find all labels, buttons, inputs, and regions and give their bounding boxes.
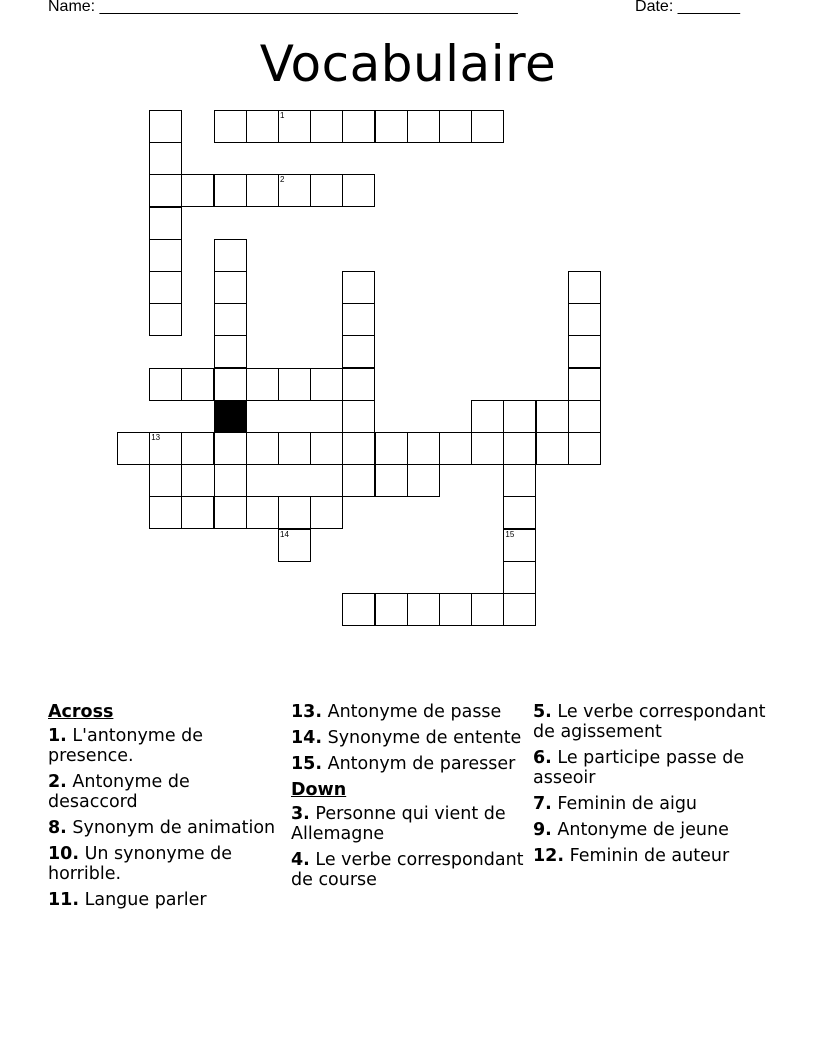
clue-number-label: 1 xyxy=(280,111,285,120)
grid-cell[interactable] xyxy=(214,239,247,272)
grid-cell[interactable] xyxy=(471,110,504,143)
grid-cell[interactable] xyxy=(342,271,375,304)
clue-number-label: 15 xyxy=(505,529,515,539)
clue-text: L'antonyme de presence. xyxy=(48,726,204,766)
grid-cell[interactable] xyxy=(214,464,247,497)
clue-number: 7. xyxy=(533,794,552,814)
grid-cell[interactable] xyxy=(117,432,150,465)
clue-text: Personne qui vient de Allemagne xyxy=(291,804,506,844)
grid-cell[interactable] xyxy=(278,432,311,465)
clue-number: 4. xyxy=(291,850,310,870)
clue-text: Synonym de animation xyxy=(72,818,276,838)
grid-cell[interactable] xyxy=(149,432,182,465)
grid-cell[interactable] xyxy=(407,110,440,143)
grid-cell[interactable] xyxy=(342,400,375,433)
clue-down-4 xyxy=(291,850,531,890)
grid-cell[interactable] xyxy=(149,142,182,175)
grid-cell[interactable] xyxy=(181,432,214,465)
grid-cell[interactable] xyxy=(503,432,536,465)
grid-cell[interactable] xyxy=(342,368,375,401)
clue-across-8 xyxy=(48,818,278,838)
clue-across-11 xyxy=(48,890,278,910)
grid-cell[interactable] xyxy=(568,335,601,368)
clue-across-13 xyxy=(291,702,531,722)
clue-number: 15. xyxy=(291,754,323,774)
grid-cell[interactable] xyxy=(149,368,182,401)
clue-text: Feminin de auteur xyxy=(569,846,730,866)
clue-text: Antonyme de jeune xyxy=(557,820,729,840)
clue-text: Le participe passe de asseoir xyxy=(533,748,745,788)
grid-cell[interactable] xyxy=(214,368,247,401)
grid-cell[interactable] xyxy=(342,110,375,143)
clue-number: 10. xyxy=(48,844,80,864)
grid-cell[interactable] xyxy=(503,529,536,562)
clue-text: Feminin de aigu xyxy=(557,794,698,814)
grid-cell[interactable] xyxy=(214,432,247,465)
grid-cell[interactable] xyxy=(536,432,569,465)
grid-cell[interactable] xyxy=(246,432,279,465)
grid-cell[interactable] xyxy=(439,110,472,143)
grid-cell[interactable] xyxy=(149,271,182,304)
clue-text: Le verbe correspondant de course xyxy=(291,850,524,890)
clue-down-3 xyxy=(291,804,531,844)
grid-cell[interactable] xyxy=(375,464,408,497)
clue-across-10 xyxy=(48,844,278,884)
across-heading: Across xyxy=(48,702,114,722)
blocked-cell xyxy=(214,400,247,433)
clue-text: Antonyme de desaccord xyxy=(48,772,190,812)
clue-number: 2. xyxy=(48,772,67,792)
clue-number: 8. xyxy=(48,818,67,838)
grid-cell[interactable] xyxy=(214,496,247,529)
grid-cell[interactable] xyxy=(181,496,214,529)
clue-down-12 xyxy=(533,846,773,866)
clue-number: 3. xyxy=(291,804,310,824)
grid-cell[interactable] xyxy=(375,432,408,465)
grid-cell[interactable] xyxy=(149,496,182,529)
grid-cell[interactable] xyxy=(278,110,311,143)
clue-number-label: 2 xyxy=(280,175,285,185)
grid-cell[interactable] xyxy=(149,174,182,207)
clue-number: 14. xyxy=(291,728,323,748)
name-field: Name: _______________________________________________ xyxy=(48,0,518,15)
grid-cell[interactable] xyxy=(149,110,182,143)
grid-cell[interactable] xyxy=(342,174,375,207)
grid-cell[interactable] xyxy=(310,368,343,401)
clues-column-3 xyxy=(533,702,773,872)
clue-text: Antonym de paresser xyxy=(327,754,516,774)
grid-cell[interactable] xyxy=(246,174,279,207)
grid-cell[interactable] xyxy=(214,335,247,368)
grid-cell[interactable] xyxy=(278,529,311,562)
grid-cell[interactable] xyxy=(181,174,214,207)
grid-cell[interactable] xyxy=(342,432,375,465)
grid-cell[interactable] xyxy=(471,593,504,626)
clues-column-1 xyxy=(48,702,278,916)
grid-cell[interactable] xyxy=(471,400,504,433)
grid-cell[interactable] xyxy=(503,400,536,433)
clue-number: 13. xyxy=(291,702,323,722)
grid-cell[interactable] xyxy=(568,271,601,304)
clue-text: Un synonyme de horrible. xyxy=(48,844,233,884)
clues-column-2 xyxy=(291,702,531,896)
clue-number-label: 13 xyxy=(151,433,161,442)
grid-cell[interactable] xyxy=(342,464,375,497)
grid-cell[interactable] xyxy=(278,496,311,529)
clue-down-6 xyxy=(533,748,773,788)
grid-cell[interactable] xyxy=(214,174,247,207)
grid-cell[interactable] xyxy=(246,110,279,143)
grid-cell[interactable] xyxy=(568,368,601,401)
grid-cell[interactable] xyxy=(471,432,504,465)
grid-cell[interactable] xyxy=(181,368,214,401)
clue-down-9 xyxy=(533,820,773,840)
clue-text: Synonyme de entente xyxy=(327,728,522,748)
clue-across-15 xyxy=(291,754,531,774)
grid-cell[interactable] xyxy=(503,561,536,594)
grid-cell[interactable] xyxy=(568,303,601,336)
grid-cell[interactable] xyxy=(278,174,311,207)
grid-cell[interactable] xyxy=(407,464,440,497)
clue-number: 12. xyxy=(533,846,565,866)
clue-text: Antonyme de passe xyxy=(327,702,502,722)
grid-cell[interactable] xyxy=(407,432,440,465)
grid-cell[interactable] xyxy=(342,303,375,336)
grid-cell[interactable] xyxy=(149,464,182,497)
grid-cell[interactable] xyxy=(310,174,343,207)
grid-cell[interactable] xyxy=(568,400,601,433)
clue-number: 11. xyxy=(48,890,80,910)
grid-cell[interactable] xyxy=(407,593,440,626)
grid-cell[interactable] xyxy=(149,207,182,240)
grid-cell[interactable] xyxy=(439,593,472,626)
grid-cell[interactable] xyxy=(149,239,182,272)
grid-cell[interactable] xyxy=(214,303,247,336)
clue-across-14 xyxy=(291,728,531,748)
grid-cell[interactable] xyxy=(310,432,343,465)
grid-cell[interactable] xyxy=(536,400,569,433)
grid-cell[interactable] xyxy=(342,593,375,626)
grid-cell[interactable] xyxy=(503,496,536,529)
clue-number: 6. xyxy=(533,748,552,768)
clue-across-1 xyxy=(48,726,278,766)
clue-down-7 xyxy=(533,794,773,814)
page-title: Vocabulaire xyxy=(259,35,557,93)
grid-cell[interactable] xyxy=(568,432,601,465)
grid-cell[interactable] xyxy=(278,368,311,401)
grid-cell[interactable] xyxy=(214,271,247,304)
clue-down-5 xyxy=(533,702,773,742)
clue-number: 1. xyxy=(48,726,67,746)
grid-cell[interactable] xyxy=(214,110,247,143)
clue-number-label: 14 xyxy=(280,529,289,539)
grid-cell[interactable] xyxy=(439,432,472,465)
grid-cell[interactable] xyxy=(246,368,279,401)
grid-cell[interactable] xyxy=(310,496,343,529)
clue-number: 5. xyxy=(533,702,552,722)
grid-cell[interactable] xyxy=(375,593,408,626)
clue-number: 9. xyxy=(533,820,552,840)
date-field: Date: _______ xyxy=(635,0,740,15)
grid-cell[interactable] xyxy=(375,110,408,143)
clue-text: Le verbe correspondant de agissement xyxy=(533,702,766,742)
grid-cell[interactable] xyxy=(503,464,536,497)
grid-cell[interactable] xyxy=(149,303,182,336)
grid-cell[interactable] xyxy=(342,335,375,368)
clue-text: Langue parler xyxy=(84,890,207,910)
grid-cell[interactable] xyxy=(246,496,279,529)
grid-cell[interactable] xyxy=(310,110,343,143)
clue-across-2 xyxy=(48,772,278,812)
down-heading: Down xyxy=(291,780,347,800)
grid-cell[interactable] xyxy=(503,593,536,626)
